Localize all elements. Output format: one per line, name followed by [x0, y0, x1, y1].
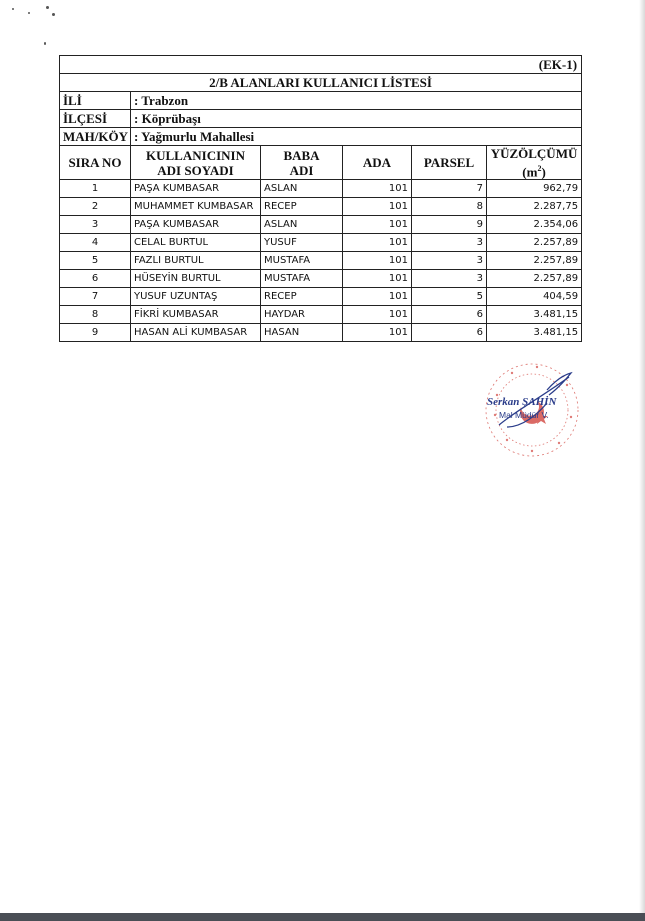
user-name: HÜSEYİN BURTUL [131, 270, 261, 288]
parsel-value: 7 [412, 180, 487, 198]
father-name: ASLAN [261, 216, 343, 234]
table-row [60, 270, 582, 288]
parsel-value: 5 [412, 288, 487, 306]
area-value: 2.354,06 [487, 216, 582, 234]
area-value: 2.257,89 [487, 252, 582, 270]
parsel-value: 3 [412, 270, 487, 288]
ada-value: 101 [343, 234, 412, 252]
scan-speck [12, 8, 14, 10]
user-name: FİKRİ KUMBASAR [131, 306, 261, 324]
info-row-province [60, 92, 582, 110]
district-value: : Köprübaşı [131, 110, 582, 128]
father-name: RECEP [261, 288, 343, 306]
ada-value: 101 [343, 198, 412, 216]
user-name: PAŞA KUMBASAR [131, 180, 261, 198]
col-header-father: BABA ADI [261, 146, 343, 180]
area-value: 962,79 [487, 180, 582, 198]
col-header-sira: SIRA NO [60, 146, 131, 180]
area-value: 3.481,15 [487, 306, 582, 324]
parsel-value: 6 [412, 306, 487, 324]
parsel-value: 8 [412, 198, 487, 216]
father-name: HASAN [261, 324, 343, 342]
area-value: 2.257,89 [487, 234, 582, 252]
scan-speck [52, 13, 55, 16]
row-number: 8 [60, 306, 131, 324]
user-list-table [59, 55, 582, 342]
row-number: 7 [60, 288, 131, 306]
row-number: 4 [60, 234, 131, 252]
table-row [60, 180, 582, 198]
row-number: 6 [60, 270, 131, 288]
parsel-value: 3 [412, 234, 487, 252]
signature-name: Serkan ŞAHİN [487, 396, 557, 408]
user-name: FAZLI BURTUL [131, 252, 261, 270]
col-header-parsel: PARSEL [412, 146, 487, 180]
parsel-value: 9 [412, 216, 487, 234]
table-row [60, 198, 582, 216]
district-label: İLÇESİ [60, 110, 131, 128]
province-label: İLİ [60, 92, 131, 110]
ada-value: 101 [343, 288, 412, 306]
column-header-row [60, 146, 582, 180]
user-name: HASAN ALİ KUMBASAR [131, 324, 261, 342]
scan-page-edge [639, 0, 645, 921]
table-row [60, 288, 582, 306]
father-name: RECEP [261, 198, 343, 216]
province-value: : Trabzon [131, 92, 582, 110]
father-name: HAYDAR [261, 306, 343, 324]
row-number: 2 [60, 198, 131, 216]
document-title: 2/B ALANLARI KULLANICI LİSTESİ [60, 74, 582, 92]
scan-speck [28, 12, 30, 14]
user-name: YUSUF UZUNTAŞ [131, 288, 261, 306]
table-row [60, 234, 582, 252]
area-value: 2.257,89 [487, 270, 582, 288]
neighborhood-label: MAH/KÖY [60, 128, 131, 146]
official-seal-and-signature [477, 355, 587, 465]
table-row [60, 216, 582, 234]
user-name: MUHAMMET KUMBASAR [131, 198, 261, 216]
ada-value: 101 [343, 252, 412, 270]
info-row-district [60, 110, 582, 128]
ada-value: 101 [343, 270, 412, 288]
parsel-value: 3 [412, 252, 487, 270]
annex-label: (EK-1) [60, 56, 582, 74]
col-header-name: KULLANICININ ADI SOYADI [131, 146, 261, 180]
area-value: 2.287,75 [487, 198, 582, 216]
col-header-area: YÜZÖLÇÜMÜ $(m^2)$ [487, 146, 582, 180]
row-number: 3 [60, 216, 131, 234]
scan-speck [44, 42, 46, 45]
col-header-ada: ADA [343, 146, 412, 180]
area-value: 3.481,15 [487, 324, 582, 342]
area-value: 404,59 [487, 288, 582, 306]
father-name: MUSTAFA [261, 270, 343, 288]
father-name: ASLAN [261, 180, 343, 198]
ada-value: 101 [343, 306, 412, 324]
table-row [60, 324, 582, 342]
row-number: 5 [60, 252, 131, 270]
neighborhood-value: : Yağmurlu Mahallesi [131, 128, 582, 146]
parsel-value: 6 [412, 324, 487, 342]
info-row-neighborhood [60, 128, 582, 146]
signature-title: Mal Müdür V. [499, 410, 549, 420]
table-row [60, 306, 582, 324]
father-name: YUSUF [261, 234, 343, 252]
scan-bottom-border [0, 913, 645, 921]
ada-value: 101 [343, 324, 412, 342]
father-name: MUSTAFA [261, 252, 343, 270]
table-row [60, 252, 582, 270]
row-number: 1 [60, 180, 131, 198]
ada-value: 101 [343, 216, 412, 234]
user-name: PAŞA KUMBASAR [131, 216, 261, 234]
user-name: CELAL BURTUL [131, 234, 261, 252]
ada-value: 101 [343, 180, 412, 198]
row-number: 9 [60, 324, 131, 342]
scan-speck [46, 6, 49, 9]
